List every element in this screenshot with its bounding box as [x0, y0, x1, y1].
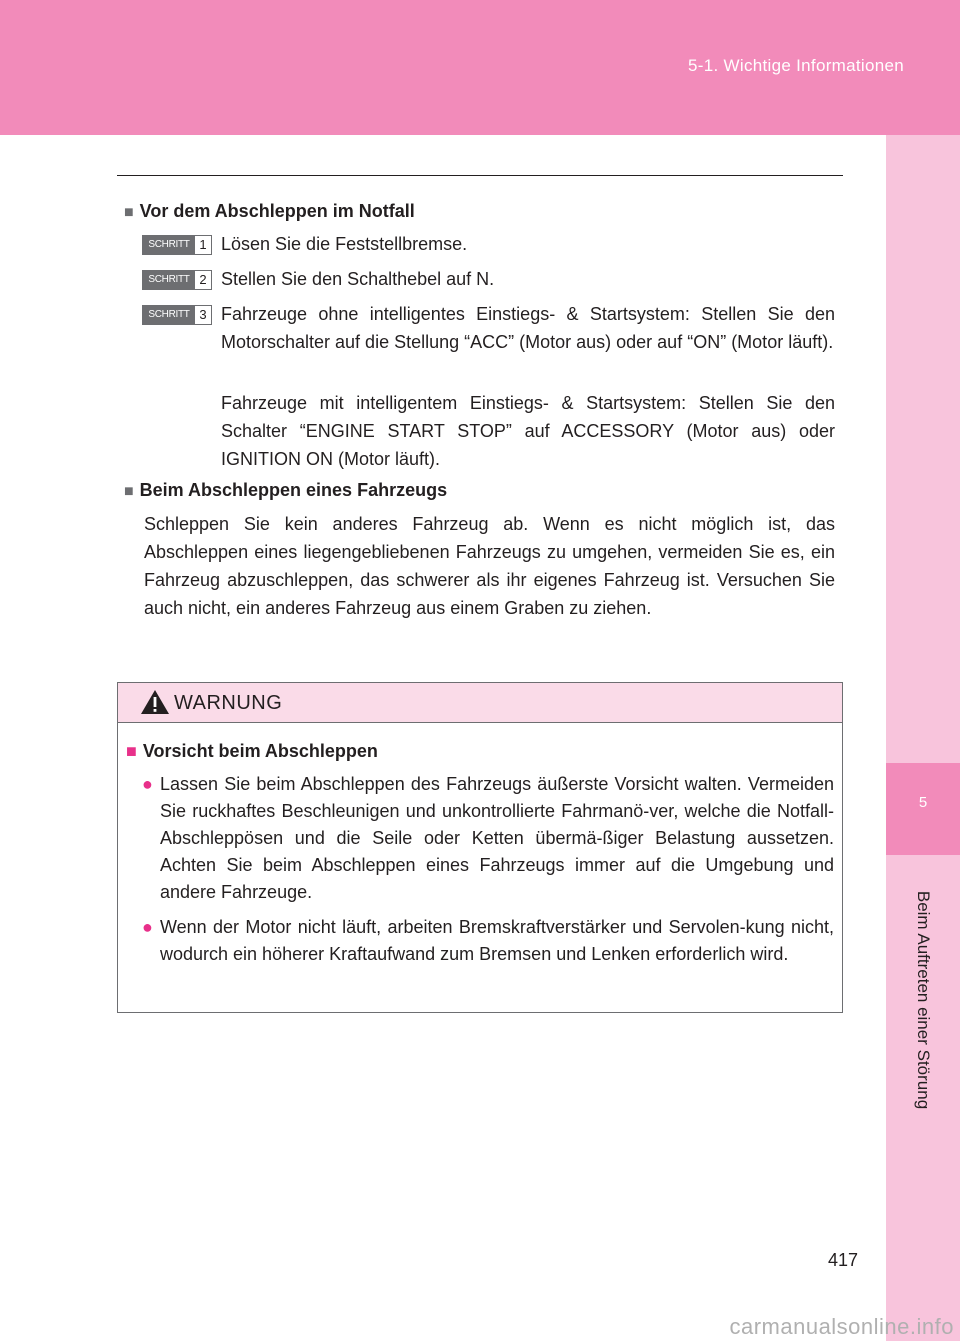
subheading-text: Vorsicht beim Abschleppen	[142, 741, 378, 761]
warning-box	[117, 682, 843, 1013]
warning-subheading	[126, 741, 378, 762]
circle-bullet-icon: ●	[142, 774, 153, 794]
heading-text: Vor dem Abschleppen im Notfall	[139, 201, 415, 221]
step-badge-2	[142, 270, 212, 290]
square-bullet-icon: ■	[124, 483, 134, 500]
square-bullet-icon: ■	[124, 204, 134, 221]
side-tab	[886, 135, 960, 1341]
section-title: 5-1. Wichtige Informationen	[688, 56, 904, 75]
step-label: SCHRITT	[143, 271, 195, 289]
warning-triangle-icon	[140, 689, 170, 715]
warning-bullet-2: Wenn der Motor nicht läuft, arbeiten Bremskraftverstärker und Servolen-kung nicht, wodurch ein höherer Kraftaufwand zum Bremsen und Lenken erforderlich wird.	[160, 917, 834, 964]
side-tab-number: 5	[886, 763, 960, 855]
warning-title: WARNUNG	[174, 692, 283, 714]
step-label: SCHRITT	[143, 236, 195, 254]
warning-header	[118, 683, 842, 723]
step-1-text: Lösen Sie die Feststellbremse.	[221, 234, 468, 254]
heading-text: Beim Abschleppen eines Fahrzeugs	[139, 480, 448, 500]
square-bullet-icon: ■	[126, 741, 137, 761]
section-heading-emergency	[124, 201, 415, 222]
step-number: 3	[195, 306, 211, 324]
step-number: 2	[195, 271, 211, 289]
circle-bullet-icon: ●	[142, 917, 153, 937]
watermark: carmanualsonline.info	[729, 1314, 954, 1339]
step-3-text: Fahrzeuge ohne intelligentes Einstiegs- & Startsystem: Stellen Sie den Motorschalter auf die Stellung “ACC” (Motor aus) oder auf “ON” (Motor läuft).	[221, 304, 835, 352]
top-divider	[117, 175, 843, 176]
side-tab-label: Beim Auftreten einer Störung	[914, 890, 933, 1110]
warning-bullet-1: Lassen Sie beim Abschleppen des Fahrzeugs äußerste Vorsicht walten. Vermeiden Sie ruckhaftes Beschleunigen und unkontrollierte Fahrmanö-ver, welche die Notfall-Abschleppösen und die Seile oder Ketten übermä-ßiger Belastung aussetzen. Achten Sie beim Abschleppen eines Fahrzeugs immer auf die Umgebung und andere Fahrzeuge.	[160, 774, 834, 902]
step-badge-1	[142, 235, 212, 255]
page-header	[0, 0, 960, 135]
step-number: 1	[195, 236, 211, 254]
step-badge-3	[142, 305, 212, 325]
page-number: 417	[828, 1250, 859, 1270]
step-2-text: Stellen Sie den Schalthebel auf N.	[221, 269, 495, 289]
section-heading-towing	[124, 480, 447, 501]
step-3-text-2: Fahrzeuge mit intelligentem Einstiegs- & Startsystem: Stellen Sie den Schalter “ENGINE START STOP” auf ACCESSORY (Motor aus) oder IGNITION ON (Motor läuft).	[221, 393, 835, 469]
towing-paragraph: Schleppen Sie kein anderes Fahrzeug ab. Wenn es nicht möglich ist, das Abschleppen eines liegengebliebenen Fahrzeugs zu umgehen, vermeiden Sie es, ein Fahrzeug abzuschleppen, das schwerer als ihr eigenes Fahrzeug ist. Versuchen Sie auch nicht, ein anderes Fahrzeug aus einem Graben zu ziehen.	[144, 514, 835, 618]
step-label: SCHRITT	[143, 306, 195, 324]
